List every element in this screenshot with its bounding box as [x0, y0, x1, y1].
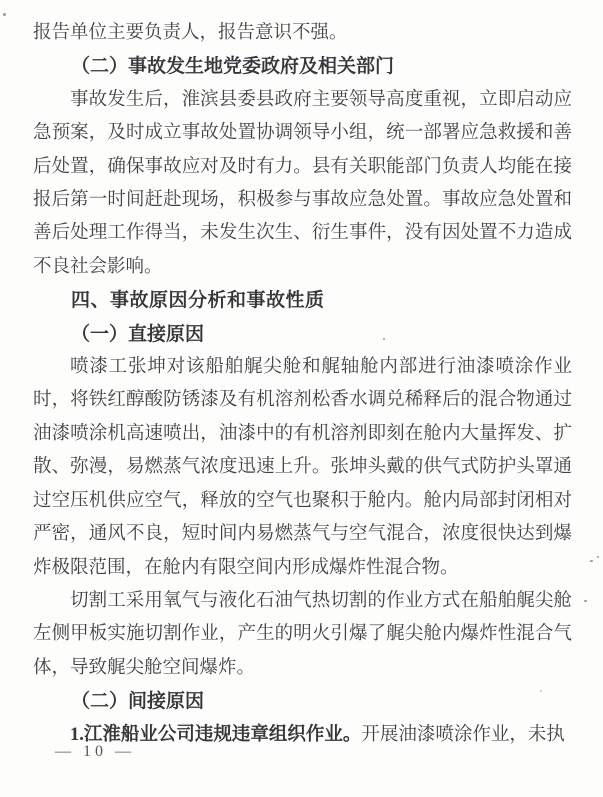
document-body: [33, 17, 572, 752]
scan-speck: [383, 338, 385, 340]
paragraph-cutting-work: 切割工采用氧气与液化石油气热切割的作业方式在船舶艉尖舱左侧甲板实施切割作业，产生的明火引爆了艉尖舱内爆炸性混合气体，导致艉尖舱空间爆炸。: [33, 590, 572, 678]
paragraph-emergency-response: 事故发生后，淮滨县委县政府主要领导高度重视，立即启动应急预案，及时成立事故处置协调领导小组，统一部署应急救援和善后处置，确保事故应对及时有力。县有关职能部门负责人均能在接报后第一时间赶赴现场，积极参与事故应急处置。事故应急处置和善后处理工作得当，未发生次生、衍生事件，没有因处置不力造成不良社会影响。: [33, 89, 572, 277]
paragraph-continuation: 报告单位主要负责人，报告意识不强。: [33, 23, 348, 43]
paragraph-lead-rest: 开展油漆喷涂作业，未执: [361, 724, 565, 745]
scan-speck: [597, 556, 599, 558]
chapter-heading-cause-analysis: 四、事故原因分析和事故性质: [71, 290, 325, 312]
section-heading-accident-location-government: （二）事故发生地党委政府及相关部门: [71, 56, 395, 78]
scan-speck: [584, 600, 587, 602]
page-number: — 10 —: [55, 743, 135, 760]
section-heading-direct-cause: （一）直接原因: [71, 323, 205, 345]
scan-speck: [3, 13, 6, 16]
section-heading-indirect-cause: （二）间接原因: [71, 691, 205, 713]
scan-speck: [540, 690, 542, 692]
scan-speck: [590, 560, 593, 562]
paragraph-lead-bold: 1.江淮船业公司违规违章组织作业。: [70, 724, 362, 745]
page-footer: [55, 743, 135, 761]
paragraph-paint-spraying: 喷漆工张坤对该船舶艉尖舱和艉轴舱内部进行油漆喷涂作业时，将铁红醇酸防锈漆及有机溶剂松香水调兑稀释后的混合物通过油漆喷涂机高速喷出，油漆中的有机溶剂即刻在舱内大量挥发、扩散、弥漫，易燃蒸气浓度迅速上升。张坤头戴的供气式防护头罩通过空压机供应空气，释放的空气也聚积于舱内。舱内局部封闭相对严密，通风不良，短时间内易燃蒸气与空气混合，浓度很快达到爆炸极限范围，在舱内有限空间内形成爆炸性混合物。: [33, 357, 572, 578]
